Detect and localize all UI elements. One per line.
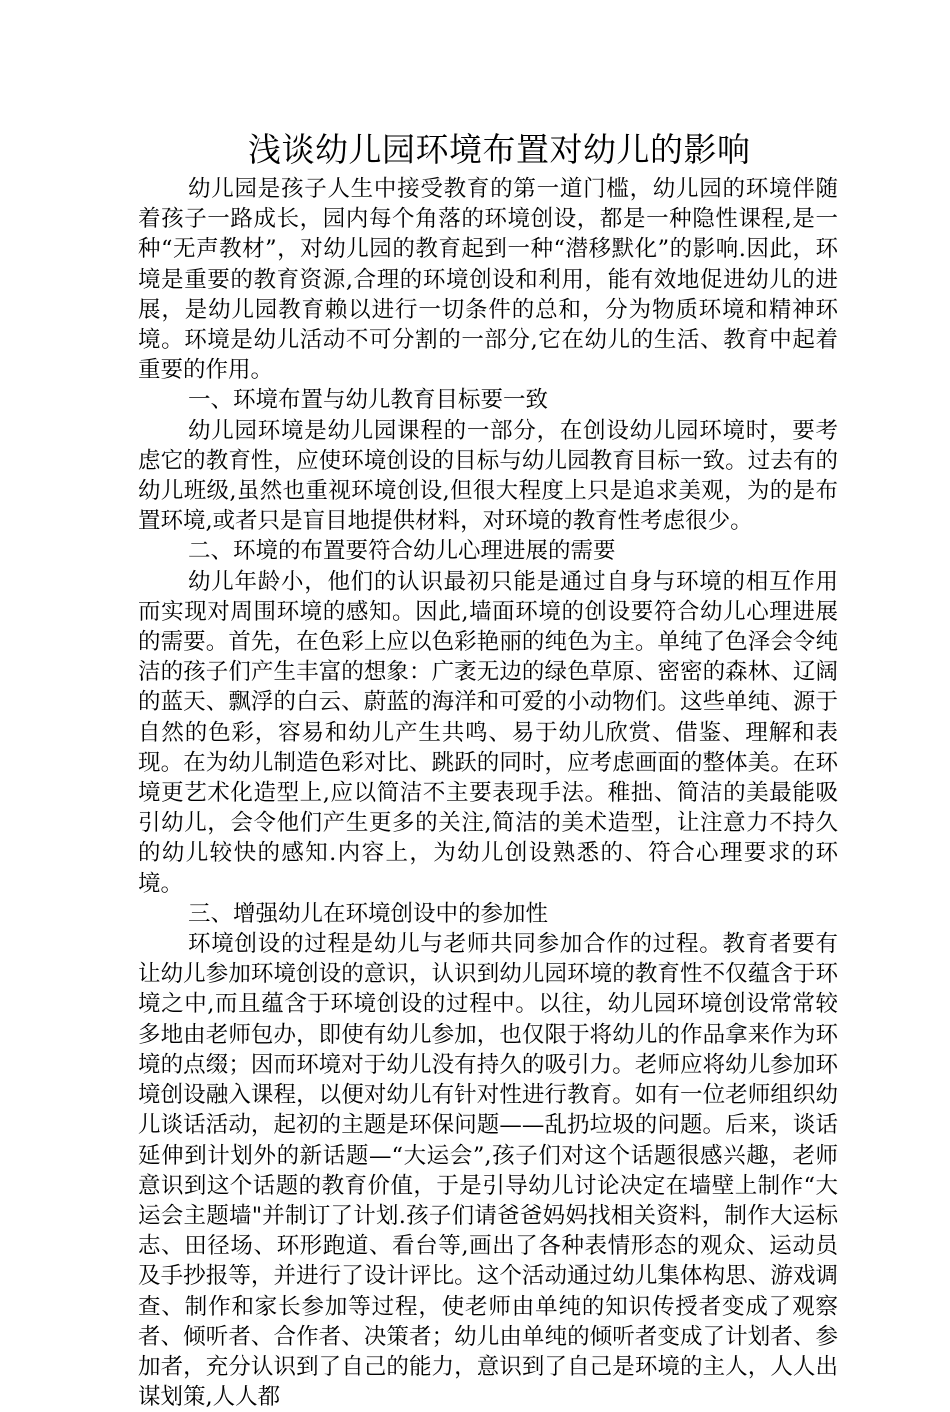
section-3-heading: 三、增强幼儿在环境创设中的参加性 [188,900,549,927]
section-2-paragraph: 幼儿年龄小，他们的认识最初只能是通过自身与环境的相互作用而实现对周围环境的感知。因此,墙面环境的创设要符合幼儿心理进展的需要。首先，在色彩上应以色彩艳丽的纯色为主。单纯了色泽会令纯洁的孩子们产生丰富的想象：广袤无边的绿色草原、密密的森林、辽阔的蓝天、飘浮的白云、蔚蓝的海洋和可爱的小动物们。这些单纯、源于自然的色彩，容易和幼儿产生共鸣、易于幼儿欣赏、借鉴、理解和表现。在为幼儿制造色彩对比、跳跃的同时，应考虑画面的整体美。在环境更艺术化造型上,应以简洁不主要表现手法。稚拙、简洁的美最能吸引幼儿，会令他们产生更多的关注,简洁的美术造型，让注意力不持久的幼儿较快的感知.内容上，为幼儿创设熟悉的、符合心理要求的环境。 [138,568,838,897]
document-title: 浅谈幼儿园环境布置对幼儿的影响 [248,130,751,169]
section-1-heading: 一、环境布置与幼儿教育目标要一致 [188,387,549,414]
document-body [138,128,838,1412]
section-2-heading: 二、环境的布置要符合幼儿心理进展的需要 [188,538,616,565]
intro-paragraph: 幼儿园是孩子人生中接受教育的第一道门槛，幼儿园的环境伴随着孩子一路成长，园内每个角落的环境创设，都是一种隐性课程,是一种“无声教材”，对幼儿园的教育起到一种“潜移默化”的影响.因此，环境是重要的教育资源,合理的环境创设和利用，能有效地促进幼儿的进展，是幼儿园教育赖以进行一切条件的总和，分为物质环境和精神环境。环境是幼儿活动不可分割的一部分,它在幼儿的生活、教育中起着重要的作用。 [138,176,838,384]
section-3-paragraph: 环境创设的过程是幼儿与老师共同参加合作的过程。教育者要有让幼儿参加环境创设的意识，认识到幼儿园环境的教育性不仅蕴含于环境之中,而且蕴含于环境创设的过程中。以往，幼儿园环境创设常常较多地由老师包办，即使有幼儿参加，也仅限于将幼儿的作品拿来作为环境的点缀；因而环境对于幼儿没有持久的吸引力。老师应将幼儿参加环境创设融入课程，以便对幼儿有针对性进行教育。如有一位老师组织幼儿谈话活动，起初的主题是环保问题——乱扔垃圾的问题。后来，谈话延伸到计划外的新话题—“大运会”,孩子们对这个话题很感兴趣，老师意识到这个话题的教育价值，于是引导幼儿讨论决定在墙壁上制作“大运会主题墙"并制订了计划.孩子们请爸爸妈妈找相关资料，制作大运标志、田径场、环形跑道、看台等,画出了各种表情形态的观众、运动员及手抄报等，并进行了设计评比。这个活动通过幼儿集体构思、游戏调查、制作和家长参加等过程，使老师由单纯的知识传授者变成了观察者、倾听者、合作者、决策者；幼儿由单纯的倾听者变成了计划者、参加者，充分认识到了自己的能力，意识到了自己是环境的主人，人人出谋划策,人人都 [138,931,838,1411]
section-1-paragraph: 幼儿园环境是幼儿园课程的一部分，在创设幼儿园环境时，要考虑它的教育性，应使环境创设的目标与幼儿园教育目标一致。过去有的幼儿班级,虽然也重视环境创设,但很大程度上只是追求美观，为的是布置环境,或者只是盲目地提供材料，对环境的教育性考虑很少。 [138,417,838,535]
